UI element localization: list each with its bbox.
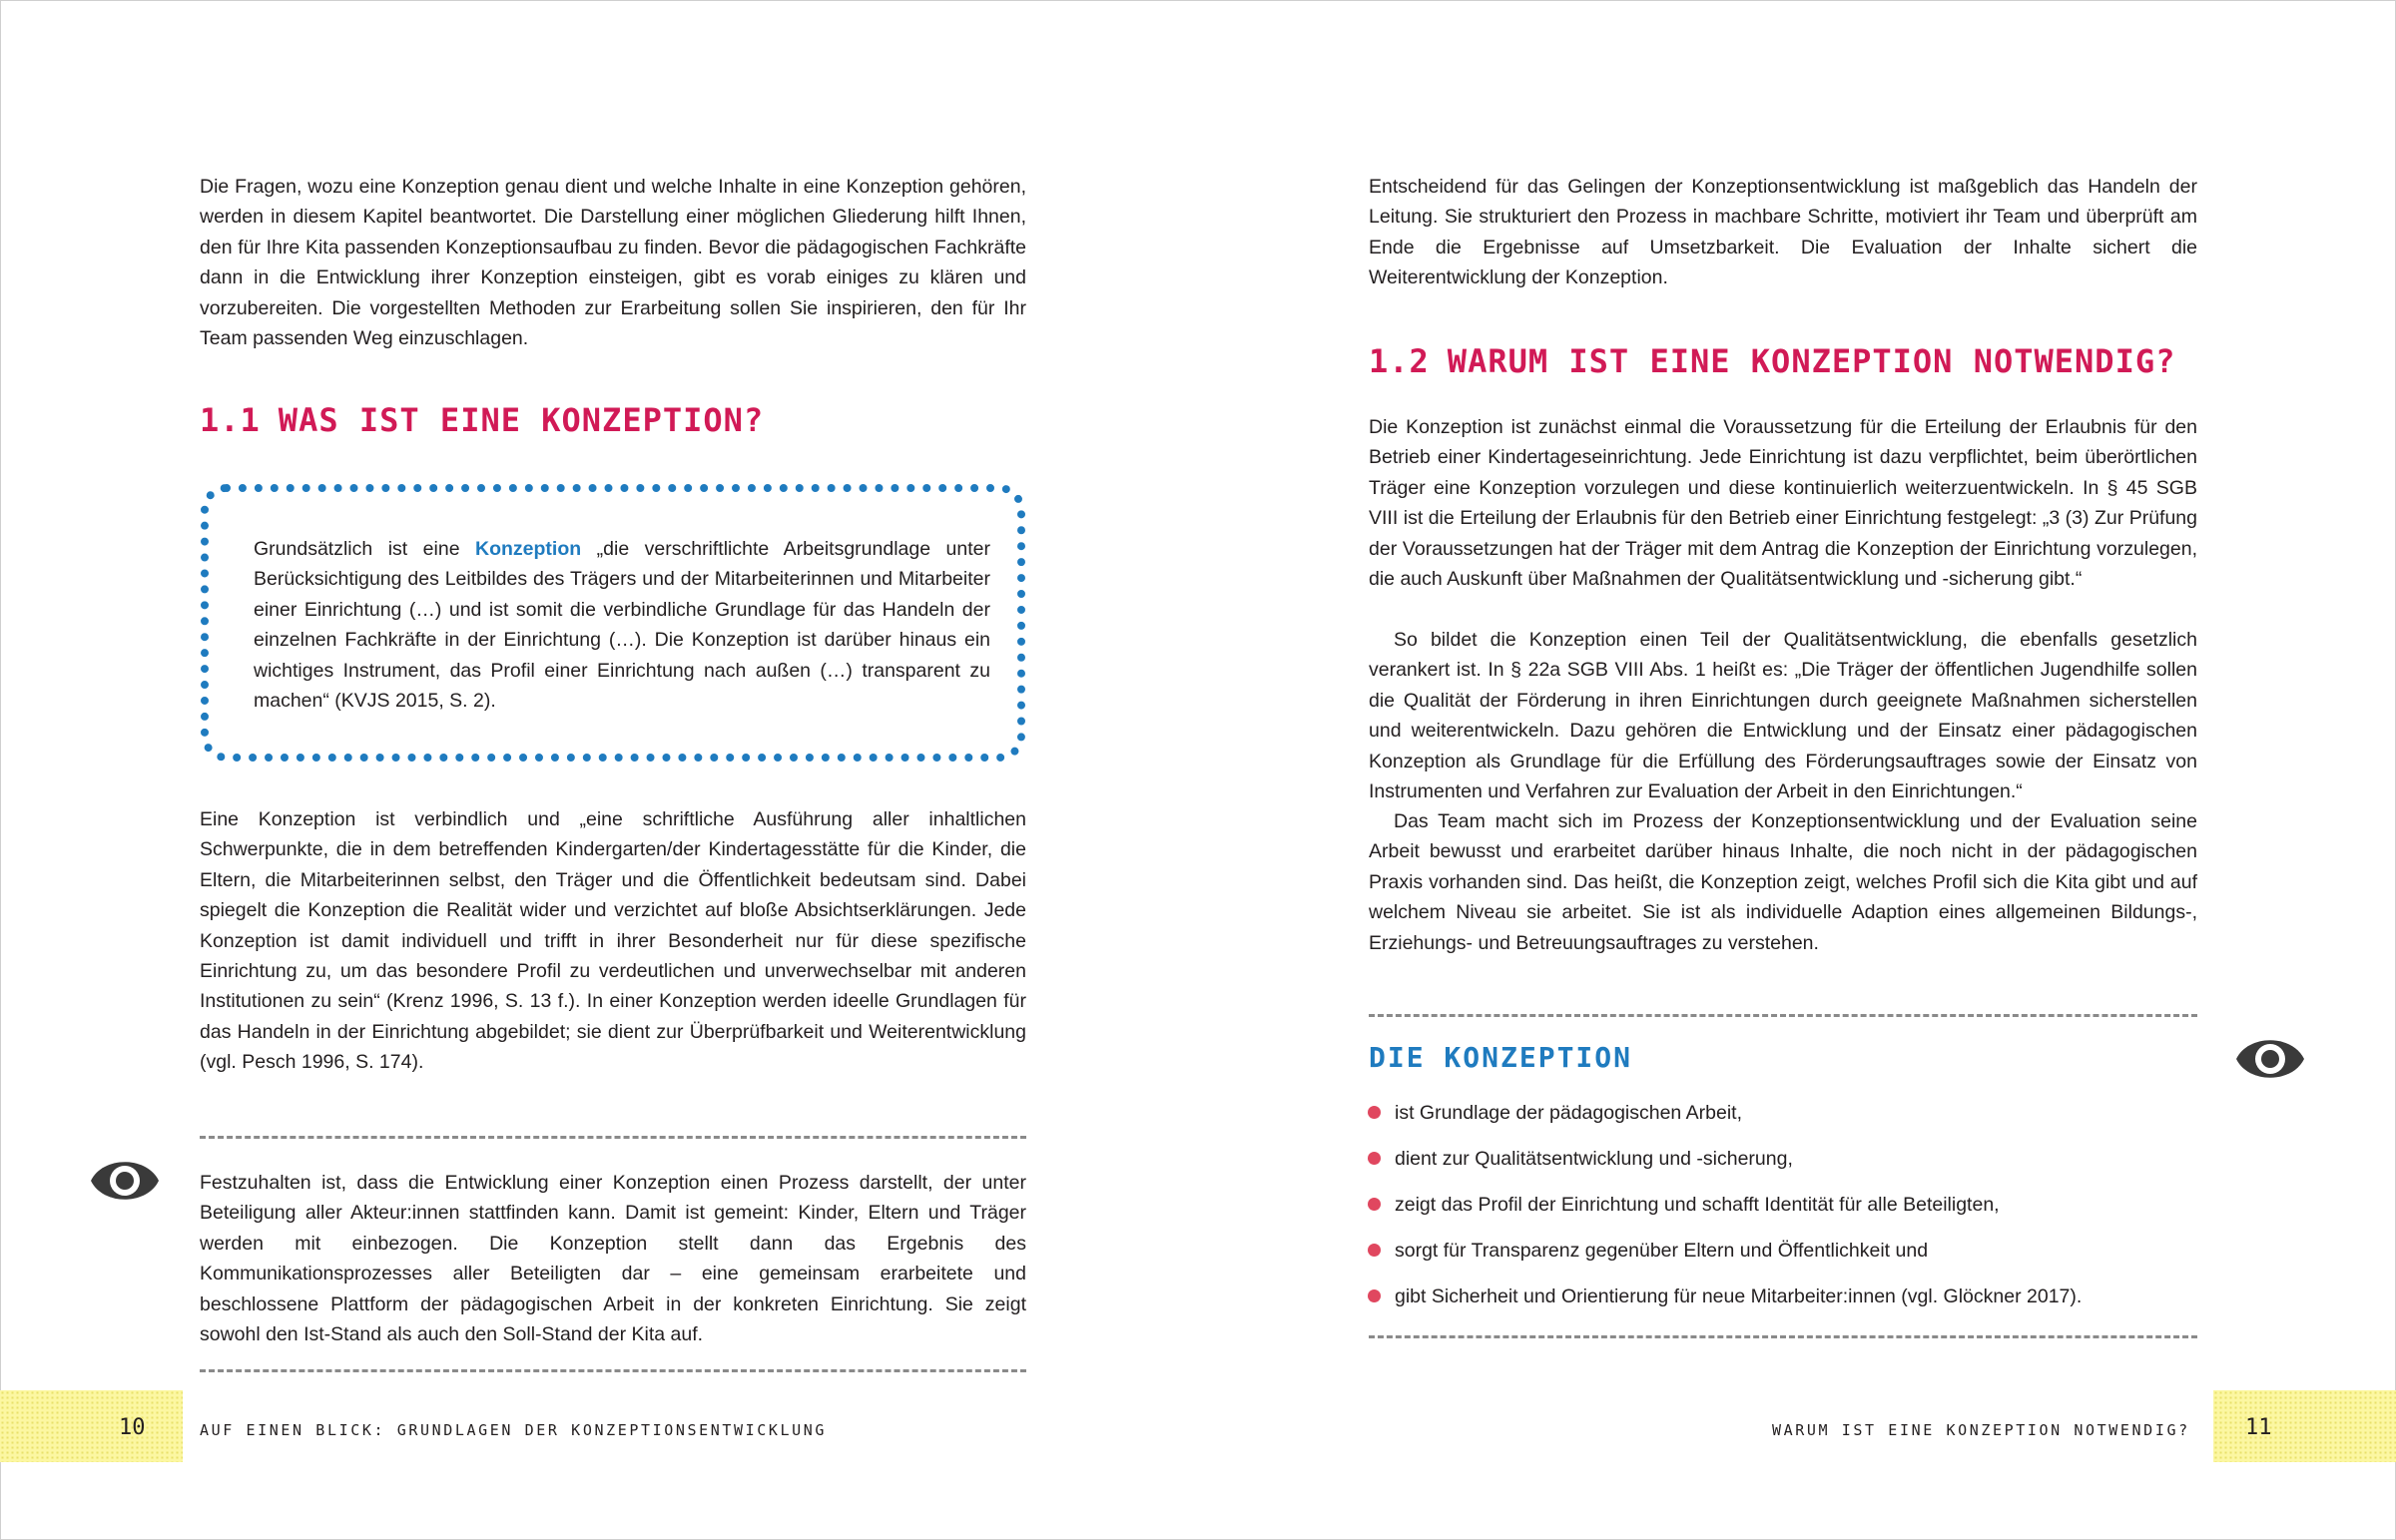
right-paragraph-1: Die Konzeption ist zunächst einmal die Voraussetzung für die Erteilung der Erlaubnis für den Betrieb einer Kindertageseinrichtung. Jede Einrichtung ist dazu verpflichtet, beim überörtlichen Träger eine Konzeption vorzulegen und diese kontinuierlich weiterzuentwickeln. In § 45 SGB VIII ist die Erteilung der Erlaubnis für den Betrieb einer Einrichtung festgelegt: „3 (3) Zur Prüfung der Voraussetzungen hat der Träger mit dem Antrag die Konzeption der Einrichtung vorzulegen, die auch Auskunft über Maßnahmen der Qualitätsentwicklung und -sicherung gibt.“ xyxy=(1369,416,2197,591)
bullet-text: zeigt das Profil der Einrichtung und schafft Identität für alle Beteiligten, xyxy=(1395,1194,2000,1216)
bullet-dot xyxy=(1368,1244,1381,1257)
eye-icon xyxy=(89,1152,161,1210)
bullet-text: sorgt für Transparenz gegenüber Eltern und Öffentlichkeit und xyxy=(1395,1240,1929,1262)
definition-text xyxy=(254,534,990,716)
bullet-dot xyxy=(1368,1106,1381,1119)
definition-paragraph xyxy=(254,534,990,716)
heading-number: 1.1 xyxy=(200,401,261,439)
eye-icon xyxy=(2234,1030,2306,1088)
running-head-left: AUF EINEN BLICK: GRUNDLAGEN DER KONZEPTIONSENTWICKLUNG xyxy=(200,1421,828,1439)
bullet-text: dient zur Qualitätsentwicklung und -sicherung, xyxy=(1395,1148,1793,1170)
right-intro-paragraph: Entscheidend für das Gelingen der Konzeptionsentwicklung ist maßgeblich das Handeln der Leitung. Sie strukturiert den Prozess in machbare Schritte, motiviert ihr Team und überprüft am Ende die Ergebnisse auf Umsetzbarkeit. Die Evaluation der Inhalte sichert die Weiterentwicklung der Konzeption. xyxy=(1369,176,2197,289)
definition-quote: „die verschriftlichte Arbeitsgrundlage unter Berücksichtigung des Leitbildes des Trägers und der Mitarbeiterinnen und Mitarbeiter einer Einrichtung (…) und ist somit die verbindliche Grundlage für das Handeln der einzelnen Fachkräfte in der Einrichtung (…). Die Konzeption ist darüber hinaus ein wichtiges Instrument, das Profil einer Einrichtung nach außen (…) transparent zu machen“ (KVJS 2015, S. 2). xyxy=(254,538,991,713)
bullet-text: ist Grundlage der pädagogischen Arbeit, xyxy=(1395,1102,1742,1124)
folio-block-right xyxy=(2213,1390,2396,1462)
konzeption-bullet-list xyxy=(1368,1098,2206,1327)
page-number-right: 11 xyxy=(2245,1415,2272,1440)
folio-block-left xyxy=(0,1390,183,1462)
list-item xyxy=(1368,1236,2206,1282)
note-top-rule xyxy=(200,1136,1026,1139)
bullet-dot xyxy=(1368,1198,1381,1211)
list-item xyxy=(1368,1282,2206,1327)
right-paragraph-2: So bildet die Konzeption einen Teil der Qualitätsentwicklung, die ebenfalls gesetzlich verankert ist. In § 22a SGB VIII Abs. 1 heißt es: „Die Träger der öffentlichen Jugendhilfe sollen die Qualität der Förderung in ihren Einrichtungen durch geeignete Maßnahmen sicherstellen und weiterentwickeln. Dazu gehören die Entwicklung und der Einsatz einer pädagogischen Konzeption als Grundlage für die Erfüllung des Förderungsauftrages sowie der Einsatz von Instrumenten und Verfahren zur Evaluation der Arbeit in den Einrichtungen.“ xyxy=(1369,629,2197,803)
section-heading-1-2 xyxy=(1369,342,2175,380)
bullet-dot xyxy=(1368,1289,1381,1302)
list-item xyxy=(1368,1098,2206,1144)
page-number-left: 10 xyxy=(119,1415,146,1440)
heading-text: WAS IST EINE KONZEPTION? xyxy=(278,401,765,439)
left-body-paragraph: Eine Konzeption ist verbindlich und „eine schriftliche Ausführung aller inhaltlichen Schwerpunkte, die in dem betreffenden Kindergarten/der Kindertagesstätte für die Kinder, die Eltern, die Mitarbeiterinnen selbst, den Träger und die Öffentlichkeit bedeutsam sind. Dabei spiegelt die Konzeption die Realität wider und verzichtet auf bloße Absichtserklärungen. Jede Konzeption ist damit individuell und trifft in ihrer Besonderheit nur für diese spezifische Einrichtung zu, um das besondere Profil zu verdeutlichen und unverwechselbar mit anderen Institutionen zu sein“ (Krenz 1996, S. 13 f.). In einer Konzeption werden ideelle Grundlagen für das Handeln in der Einrichtung abgebildet; sie dient zur Überprüfbarkeit und Weiterentwicklung (vgl. Pesch 1996, S. 174). xyxy=(200,808,1026,1074)
running-head-right: WARUM IST EINE KONZEPTION NOTWENDIG? xyxy=(1772,1421,2190,1439)
box-bottom-rule xyxy=(1369,1335,2197,1338)
bullet-dot xyxy=(1368,1152,1381,1165)
definition-term: Konzeption xyxy=(475,538,582,560)
section-heading-1-1 xyxy=(200,401,764,439)
left-intro-paragraph: Die Fragen, wozu eine Konzeption genau dient und welche Inhalte in eine Konzeption gehören, werden in diesem Kapitel beantwortet. Die Darstellung einer möglichen Gliederung hilft Ihnen, den für Ihre Kita passenden Konzeptionsaufbau zu finden. Bevor die pädagogischen Fachkräfte dann in die Entwicklung ihrer Konzeption einsteigen, gibt es vorab einiges zu klären und vorzubereiten. Die vorgestellten Methoden zur Erarbeitung sollen Sie inspirieren, den für Ihr Team passenden Weg einzuschlagen. xyxy=(200,176,1026,350)
heading-text: WARUM IST EINE KONZEPTION NOTWENDIG? xyxy=(1447,342,2176,380)
right-paragraph-3: Das Team macht sich im Prozess der Konzeptionsentwicklung und der Evaluation seine Arbeit bewusst und erarbeitet darüber hinaus Inhalte, die noch nicht in der pädagogischen Praxis vorhanden sind. Das heißt, die Konzeption zeigt, welches Profil sich die Kita gibt und auf welchem Niveau sie arbeitet. Sie ist als individuelle Adaption eines allgemeinen Bildungs-, Erziehungs- und Betreuungsauftrages zu verstehen. xyxy=(1369,810,2197,954)
list-item xyxy=(1368,1190,2206,1236)
note-paragraph: Festzuhalten ist, dass die Entwicklung einer Konzeption einen Prozess darstellt, der unter Beteiligung aller Akteur:innen stattfinden kann. Damit ist gemeint: Kinder, Eltern und Träger werden mit einbezogen. Die Konzeption stellt dann das Ergebnis des Kommunikationsprozesses aller Beteiligten dar – eine gemeinsam erarbeitete und beschlossene Plattform der pädagogischen Arbeit in der konkreten Einrichtung. Sie zeigt sowohl den Ist-Stand als auch den Soll-Stand der Kita auf. xyxy=(200,1172,1026,1346)
box-top-rule xyxy=(1369,1014,2197,1017)
box-title: DIE KONZEPTION xyxy=(1369,1041,1633,1074)
bullet-text: gibt Sicherheit und Orientierung für neue Mitarbeiter:innen (vgl. Glöckner 2017). xyxy=(1395,1285,2083,1307)
note-bottom-rule xyxy=(200,1369,1026,1372)
list-item xyxy=(1368,1144,2206,1190)
heading-number: 1.2 xyxy=(1369,342,1430,380)
definition-box xyxy=(201,484,1025,762)
definition-lead: Grundsätzlich ist eine xyxy=(254,538,476,560)
